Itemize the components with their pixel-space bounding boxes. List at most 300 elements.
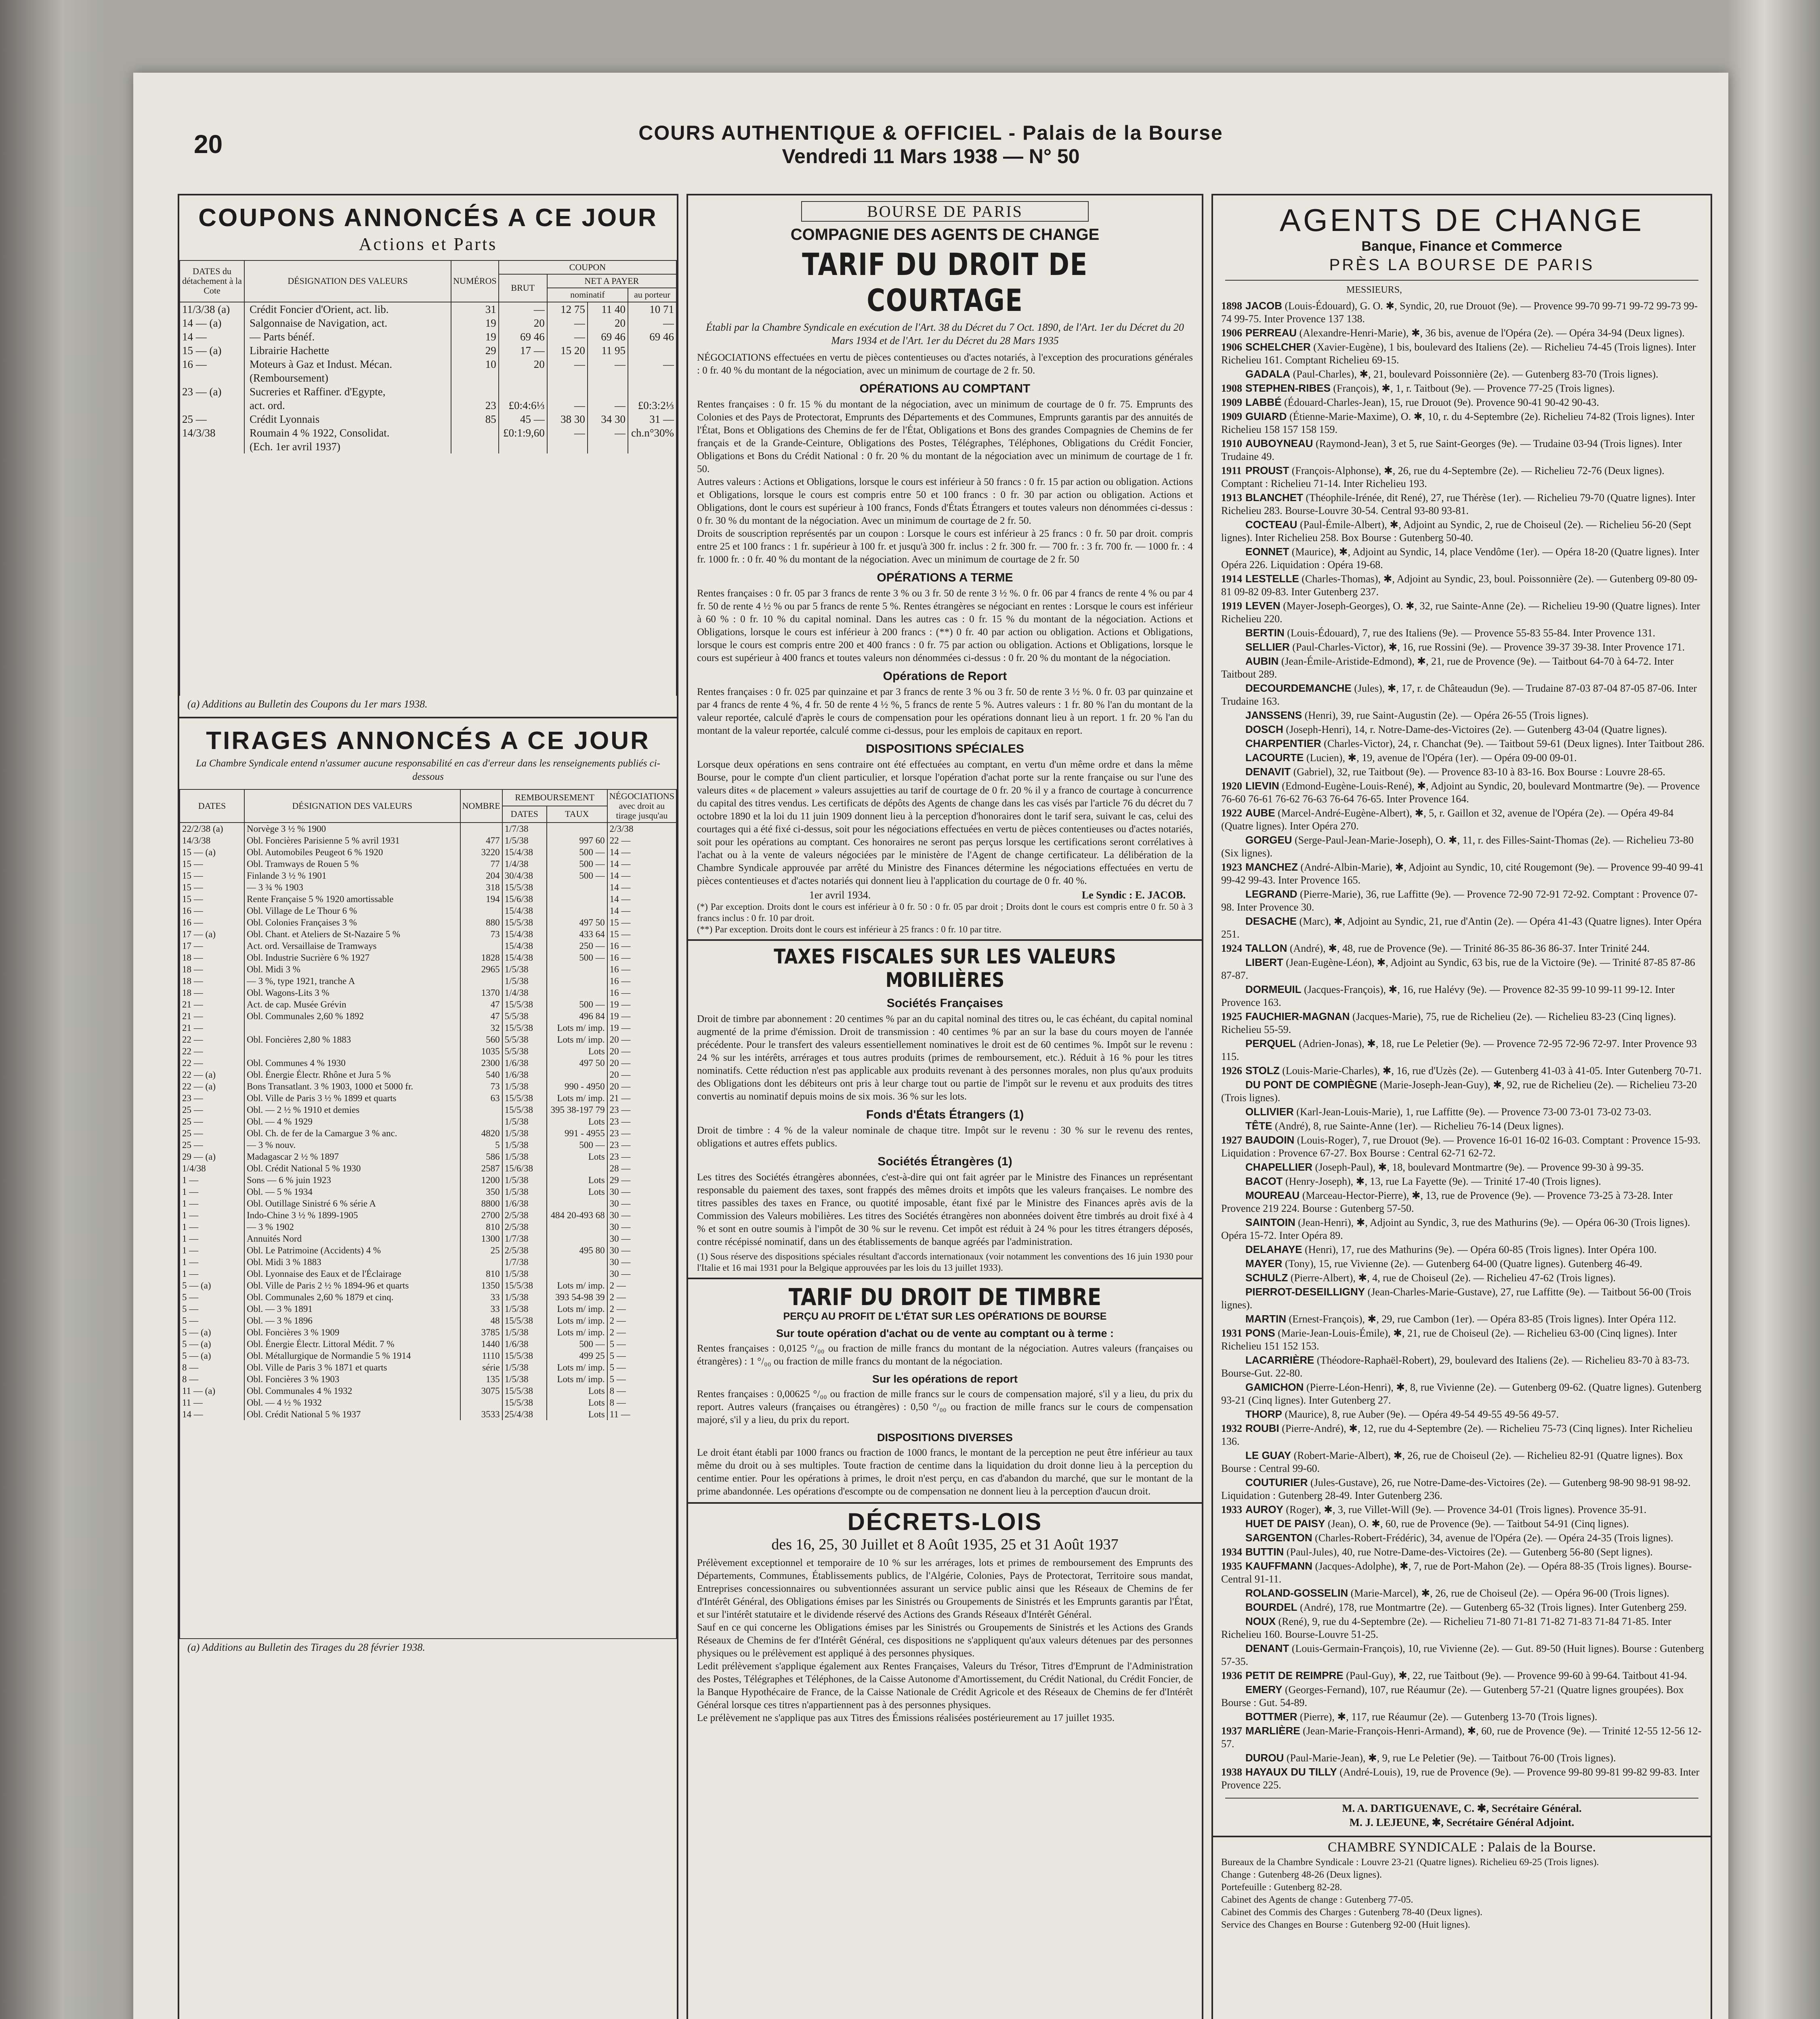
agent-year: 1922: [1221, 807, 1242, 819]
terme-text: Rentes françaises : 0 fr. 05 par 3 francs de rente 3 % ou 3 fr. 50 de rente 3 ½ %. 0 fr. 06 par 4 francs de rente 4 % ou par 4 fr. 50 de rente 4 ½ % ou par 5 francs de rente 5 %. Rentes étrangères se négociant en rentes : Lorsque le cours est inférieur à 60 % : 0 fr. 10 % du capital nominal. Dans les autres cas : 0 fr. 15 % du montant de la négociation. Actions et Obligations, lorsque le cours est inférieur à 200 francs : (**) 0 fr. 40 par action ou obligation. Actions et Obligations, lorsque le cours est compris entre 200 et 400 francs : 0 fr. 75 par action ou obligation. Actions et Obligations, lorsque le cours est supérieur à 400 francs et toutes valeurs non dénommées ci-dessus : 0 fr. 20 % du montant de la négociation.: [697, 588, 1193, 663]
agent-entry: [1213, 708, 1711, 722]
table-cell: 18 —: [180, 952, 244, 963]
agent-name: LESTELLE: [1245, 573, 1299, 585]
agent-entry: [1213, 860, 1711, 887]
agent-name: ROLAND-GOSSELIN: [1245, 1587, 1348, 1599]
table-row: [180, 1408, 676, 1420]
table-cell: 19 —: [607, 1022, 676, 1034]
tirages-note: (a) Additions au Bulletin des Tirages du 28 février 1938.: [179, 1638, 677, 1656]
table-cell: 15/5/38: [502, 999, 547, 1010]
table-cell: [547, 1163, 607, 1174]
table-cell: [547, 893, 607, 905]
agent-entry: [1213, 1174, 1711, 1188]
table-cell: 48: [460, 1315, 502, 1326]
table-cell: Obl. Midi 3 % 1883: [244, 1256, 460, 1268]
table-cell: 8 —: [607, 1385, 676, 1397]
courtage-title: TARIF DU DROIT DE COURTAGE: [802, 246, 1088, 318]
table-cell: [547, 975, 607, 987]
col-nombre: NOMBRE: [460, 789, 502, 823]
agent-entry: [1213, 626, 1711, 640]
table-cell: [628, 385, 676, 399]
agent-details: (André), 8, rue Sainte-Anne (1er). — Richelieu 76-14 (Deux lignes).: [1274, 1120, 1564, 1132]
agent-entry: [1213, 1242, 1711, 1257]
agent-year: 1911: [1221, 465, 1242, 476]
agent-details: (Théodore-Raphaël-Robert), 29, boulevard des Italiens (2e). — Richelieu 83-70 à 83-73. Bourse-Gut. 22-80.: [1221, 1354, 1690, 1379]
table-cell: [547, 987, 607, 999]
table-cell: 15/5/38: [502, 1397, 547, 1408]
table-cell: [460, 905, 502, 917]
table-cell: Lots: [547, 1385, 607, 1397]
page-header: [133, 121, 1728, 194]
table-cell: 14 —: [607, 893, 676, 905]
table-cell: — Parts bénéf.: [244, 330, 451, 344]
table-cell: 3785: [460, 1326, 502, 1338]
table-cell: 2 —: [607, 1280, 676, 1291]
agent-details: (Jules-Gustave), 26, rue Notre-Dame-des-Victoires (2e). — Gutenberg 98-90 98-91 98-92. Liquidation : Gutenberg 28-49. Inter Gutenberg 236.: [1221, 1477, 1691, 1501]
table-cell: 11 40: [588, 302, 628, 316]
table-row: [180, 1198, 676, 1209]
table-cell: 69 46: [628, 330, 676, 344]
divider: [688, 939, 1202, 941]
table-row: [180, 823, 676, 835]
decrets-text-3: Ledit prélèvement s'applique également aux Rentes Françaises, Valeurs du Trésor, Titres d'Emprunt de l'Administration des Postes, Télégraphes et Téléphones, de la Caisse Autonome d'Amortissement, du Crédit National, du Crédit Foncier, de la Banque Hypothécaire de France, de la Caisse Nationale de Crédit Agricole et des Réseaux de Chemins de fer d'Intérêt Général lorsque ces titres n'appartiennent pas à des personnes physiques.: [697, 1661, 1193, 1710]
table-cell: —: [628, 316, 676, 330]
col-remboursement: REMBOURSEMENT: [502, 789, 607, 806]
table-cell: [547, 1256, 607, 1268]
agent-entry: [1213, 1724, 1711, 1751]
table-cell: 20: [588, 316, 628, 330]
table-cell: 5/5/38: [502, 1034, 547, 1045]
table-cell: 496 84: [547, 1010, 607, 1022]
agent-name: DECOURDEMANCHE: [1245, 682, 1352, 694]
agent-details: (Xavier-Eugène), 1 bis, boulevard des Italiens (2e). — Richelieu 74-45 (Trois lignes). Inter Richelieu 161. Comptant Richelieu 69-15.: [1221, 341, 1696, 366]
table-row: [180, 1362, 676, 1373]
table-cell: 500 —: [547, 858, 607, 870]
table-row: [180, 881, 676, 893]
agent-details: (François), ✱, 1, r. Taitbout (9e). — Provence 77-25 (Trois lignes).: [1333, 382, 1615, 394]
table-cell: 33: [460, 1303, 502, 1315]
agent-details: (Pierre), ✱, 117, rue Réaumur (2e). — Gutenberg 13-70 (Trois lignes).: [1300, 1711, 1597, 1723]
agent-entry: [1213, 1600, 1711, 1614]
decrets-text-2: Sauf en ce qui concerne les Obligations émises par les Sinistrés ou Groupements de Sinistrés et les Actions des Grands Réseaux de Chemins de fer d'Intérêt Général, ces dispositions ne s'appliquent qu'aux valeurs détenues par des personnes physiques ou le prélèvement est appliqué à des personnes physiques.: [697, 1622, 1193, 1659]
agent-details: (Jean), O. ✱, 60, rue de Provence (9e). — Taitbout 54-91 (Cinq lignes).: [1327, 1518, 1629, 1530]
table-row: [180, 1385, 676, 1397]
column-coupons-tirages: [178, 194, 678, 2019]
table-row: [180, 399, 676, 412]
table-cell: 1/7/38: [502, 823, 547, 835]
col-numeros: NUMÉROS: [451, 260, 499, 302]
table-cell: 5 —: [607, 1362, 676, 1373]
table-cell: Obl. Métallurgique de Normandie 5 % 1914: [244, 1350, 460, 1362]
table-cell: Obl. Communales 2,60 % 1879 et cinq.: [244, 1291, 460, 1303]
table-cell: 69 46: [588, 330, 628, 344]
table-cell: 194: [460, 893, 502, 905]
agent-details: (André-Albin-Marie), ✱, Adjoint au Syndic, 10, cité Rougemont (9e). — Provence 99-40 99-41 99-42 99-43. Inter Provence 165.: [1221, 861, 1704, 886]
table-cell: Lots m/ imp.: [547, 1373, 607, 1385]
table-cell: 22 —: [180, 1057, 244, 1069]
agent-details: (Paul-Guy), ✱, 22, rue Taitbout (9e). — Provence 99-60 à 99-64. Taitbout 41-94.: [1346, 1670, 1687, 1681]
table-cell: 2/5/38: [502, 1245, 547, 1256]
table-cell: 14 —: [180, 330, 244, 344]
table-cell: Indo-Chine 3 ½ % 1899-1905: [244, 1209, 460, 1221]
comptant-rentes: Rentes françaises : 0 fr. 15 % du montant de la négociation, avec un minimum de courtage de 0 fr. 75. Emprunts des Colonies et des Pays de Protectorat, Emprunts des Départements et des Communes, Emprunts garantis par des annuités de l'État, Bons et Obligations des Chemins de fer de l'État, Obligations et Bons des grandes Compagnies de Chemins de fer français et de la Grande-Ceinture, Obligations des Postes, Télégraphes, Téléphones, Obligations du Crédit Foncier, Obligations et Bons du Crédit National : 0 fr. 20 % du montant de la négociation avec un minimum de courtage de 1 fr. 50.: [697, 399, 1193, 474]
table-row: [180, 1338, 676, 1350]
table-cell: 393 54-98 39: [547, 1291, 607, 1303]
table-cell: 1/5/38: [502, 835, 547, 846]
agent-year: 1935: [1221, 1560, 1242, 1572]
table-cell: 30 —: [607, 1256, 676, 1268]
table-cell: [588, 385, 628, 399]
table-cell: — 3 % 1902: [244, 1221, 460, 1233]
coupons-table-blank: [179, 453, 677, 696]
table-cell: 47: [460, 1010, 502, 1022]
table-cell: 1 —: [180, 1268, 244, 1280]
table-cell: 1/5/38: [502, 1127, 547, 1139]
agent-year: 1910: [1221, 438, 1242, 449]
agent-entry: [1213, 599, 1711, 626]
agent-details: (Paul-Charles-Victor), ✱, 16, rue Rossini (9e). — Provence 39-37 39-38. Inter Provence 171.: [1292, 641, 1685, 653]
agent-entry: [1213, 1407, 1711, 1421]
table-cell: [451, 371, 499, 385]
agent-details: (Pierre-Marie), 36, rue Laffitte (9e). — Provence 72-90 72-91 72-92. Comptant : Provence 07-98. Inter Provence 30.: [1221, 888, 1698, 913]
agent-details: (André-Louis), 19, rue de Provence (9e). — Provence 99-80 99-81 99-82 99-83. Inter Provence 225.: [1221, 1766, 1700, 1791]
table-cell: 1/5/38: [502, 963, 547, 975]
agent-name: AUROY: [1245, 1503, 1283, 1515]
table-cell: £0:3:2⅓: [628, 399, 676, 412]
agent-year: 1909: [1221, 411, 1242, 422]
table-cell: 23 —: [607, 1116, 676, 1127]
table-cell: 810: [460, 1221, 502, 1233]
table-cell: 3533: [460, 1408, 502, 1420]
table-row: [180, 928, 676, 940]
table-cell: 73: [460, 1081, 502, 1092]
table-row: [180, 1373, 676, 1385]
table-cell: 31: [451, 302, 499, 316]
table-cell: 560: [460, 1034, 502, 1045]
agent-entry: [1213, 1380, 1711, 1407]
agent-name: SCHELCHER: [1245, 341, 1311, 353]
table-cell: 14 — (a): [180, 316, 244, 330]
agent-name: NOUX: [1245, 1615, 1276, 1627]
table-cell: 11 —: [607, 1408, 676, 1420]
agent-name: LEGRAND: [1245, 888, 1297, 900]
table-cell: 47: [460, 999, 502, 1010]
section-comptant: OPÉRATIONS AU COMPTANT: [859, 382, 1031, 395]
table-cell: [460, 940, 502, 952]
agent-year: 1934: [1221, 1546, 1242, 1558]
agent-details: (Henri), 39, rue Saint-Augustin (2e). — Opéra 26-55 (Trois lignes).: [1304, 709, 1589, 721]
agent-details: (Alexandre-Henri-Marie), ✱, 36 bis, avenue de l'Opéra (2e). — Opéra 34-94 (Deux lignes).: [1299, 327, 1685, 339]
table-cell: 22 —: [180, 1034, 244, 1045]
agent-entry: [1213, 1119, 1711, 1133]
table-cell: Obl. Wagons-Lits 3 %: [244, 987, 460, 999]
table-cell: [628, 371, 676, 385]
table-row: [180, 1268, 676, 1280]
table-cell: 1/5/38: [502, 1186, 547, 1198]
table-row: [180, 975, 676, 987]
divider: [179, 717, 677, 718]
table-cell: — 3 %, type 1921, tranche A: [244, 975, 460, 987]
table-cell: 20: [499, 316, 547, 330]
section-report: Opérations de Report: [883, 670, 1007, 683]
table-row: [180, 1209, 676, 1221]
table-cell: 85: [451, 412, 499, 426]
table-cell: [180, 399, 244, 412]
agent-details: (Marceau-Hector-Pierre), ✱, 13, rue de Provence (9e). — Provence 73-25 à 73-28. Inter Provence 219 224. Bourse : Gutenberg 57-50.: [1221, 1190, 1673, 1214]
table-cell: 500 —: [547, 952, 607, 963]
table-cell: (Remboursement): [244, 371, 451, 385]
agent-details: (Joseph-Paul), ✱, 18, boulevard Montmartre (9e). — Provence 99-30 à 99-35.: [1315, 1161, 1644, 1173]
agent-details: (Paul-Charles), ✱, 21, boulevard Poissonnière (2e). — Gutenberg 83-70 (Trois lignes).: [1293, 368, 1658, 380]
agent-entry: [1213, 806, 1711, 833]
table-cell: 15/4/38: [502, 952, 547, 963]
table-cell: 10 71: [628, 302, 676, 316]
agent-entry: [1213, 437, 1711, 464]
agent-name: DENANT: [1245, 1642, 1289, 1654]
table-cell: 5/5/38: [502, 1045, 547, 1057]
agent-details: (Pierre-Albert), ✱, 4, rue de Choiseul (2e). — Richelieu 47-62 (Trois lignes).: [1290, 1272, 1616, 1284]
agent-entry: [1213, 640, 1711, 654]
table-cell: 15/4/38: [502, 940, 547, 952]
table-cell: Crédit Lyonnais: [244, 412, 451, 426]
table-cell: 1 —: [180, 1221, 244, 1233]
table-cell: 30 —: [607, 1186, 676, 1198]
col-dates: DATES du détachement à la Cote: [180, 260, 244, 302]
col-net: NET A PAYER: [547, 274, 676, 288]
agent-name: BACOT: [1245, 1175, 1283, 1187]
table-cell: [547, 1233, 607, 1245]
table-row: [180, 952, 676, 963]
agent-entry: [1213, 1064, 1711, 1078]
agent-entry: [1213, 1475, 1711, 1503]
agent-details: (Paul-Jules), 40, rue Notre-Dame-des-Victoires (2e). — Gutenberg 56-80 (Sept lignes).: [1286, 1546, 1653, 1558]
table-cell: 29 —: [607, 1174, 676, 1186]
agent-name: STOLZ: [1245, 1064, 1280, 1077]
table-cell: 15/5/38: [502, 1280, 547, 1291]
timbre-text-1: Rentes françaises : 0,0125 °/₀₀ ou fraction de mille francs du montant de la négociation. Autres valeurs (françaises ou étrangères) : 1 °/₀₀ ou fraction de mille francs du montant de la négociation.: [697, 1343, 1193, 1367]
table-row: [180, 963, 676, 975]
col-dates: DATES: [180, 789, 244, 823]
table-cell: Librairie Hachette: [244, 344, 451, 357]
table-row: [180, 893, 676, 905]
signature-line: [809, 889, 1186, 901]
agent-name: LIEVIN: [1245, 780, 1279, 792]
taxes-title: TAXES FISCALES SUR LES VALEURS MOBILIÈRES: [774, 945, 1116, 992]
agent-name: TALLON: [1245, 942, 1287, 954]
agent-entry: [1213, 518, 1711, 545]
table-cell: 1/7/38: [502, 1256, 547, 1268]
table-cell: 4820: [460, 1127, 502, 1139]
agent-entry: [1213, 1105, 1711, 1119]
table-cell: 31 —: [628, 412, 676, 426]
chambre-line: Portefeuille : Gutenberg 82-28.: [1221, 1882, 1342, 1893]
agent-name: PERQUEL: [1245, 1037, 1296, 1049]
table-cell: 1200: [460, 1174, 502, 1186]
table-cell: — 3 % nouv.: [244, 1139, 460, 1151]
table-cell: 1300: [460, 1233, 502, 1245]
col-designation: DÉSIGNATION DES VALEURS: [244, 260, 451, 302]
speciales-text: Lorsque deux opérations en sens contraire ont été effectuées au comptant, en vertu d'un même ordre et dans la même Bourse, pour le compte d'un client particulier, et lorsque l'opération d'achat porte sur la rente française ou sur l'une des valeurs dites « de placement » valeurs assujetties au tarif de courtage de 0 fr. 20 % il y a franco de courtage à concurrence du capital des titres vendus. Les certificats de dépôts des Agents de change dans les cas visés par l'article 76 du décret du 7 octobre 1890 et la loi du 11 juin 1909 donnent lieu à la perception d'honoraires dont le tarif sera, suivant le cas, celui des courtages qui a été fixé ci-dessus, soit pour les négociations effectuées en vertu de pièces contentieuses ou d'actes notariés, soit pour les opérations au comptant. Ces honoraires ne seront pas perçus lorsque les certifications seront corrélatives à l'achat ou à la vente de valeurs négociées par le ministère de l'Agent de change certificateur. La délibération de la Chambre Syndicale approuvée par arrêté du Ministre des Finances détermine les négociations effectuées en vertu de pièces contentieuses et d'actes notariés qui donnent lieu à l'application du courtage de 0 fr. 40 %.: [697, 759, 1193, 886]
divider: [1225, 280, 1698, 281]
issue-date: Vendredi 11 Mars 1938 — N° 50: [782, 145, 1080, 168]
table-cell: —: [547, 357, 588, 371]
table-cell: 16 —: [607, 975, 676, 987]
table-cell: [451, 426, 499, 440]
table-cell: 350: [460, 1186, 502, 1198]
agent-entry: [1213, 1545, 1711, 1559]
table-row: [180, 1139, 676, 1151]
agent-details: (Jacques-François), ✱, 16, rue Halévy (9e). — Provence 82-35 99-10 99-11 99-12. Inter Provence 163.: [1221, 984, 1675, 1008]
table-row: [180, 870, 676, 881]
agent-year: 1933: [1221, 1504, 1242, 1515]
agent-details: (Marie-Marcel), ✱, 26, rue de Choiseul (2e). — Opéra 96-00 (Trois lignes).: [1350, 1587, 1669, 1599]
table-cell: 23 —: [607, 1104, 676, 1116]
agent-details: (Louis-Édouard), 7, rue des Italiens (9e). — Provence 55-83 55-84. Inter Provence 131.: [1287, 627, 1656, 639]
table-cell: 1/5/38: [502, 1303, 547, 1315]
agent-entry: [1213, 299, 1711, 326]
table-cell: 15 —: [180, 893, 244, 905]
table-cell: 497 50: [547, 1057, 607, 1069]
courtage-signature: Le Syndic : E. JACOB.: [1081, 889, 1186, 901]
table-cell: Obl. Foncières 3 % 1903: [244, 1373, 460, 1385]
table-cell: 25 —: [180, 1127, 244, 1139]
table-row: [180, 1245, 676, 1256]
agent-name: DUROU: [1245, 1752, 1284, 1764]
table-cell: 23: [451, 399, 499, 412]
table-cell: 2700: [460, 1209, 502, 1221]
table-cell: 18 —: [180, 975, 244, 987]
table-row: [180, 1010, 676, 1022]
table-cell: (Ech. 1er avril 1937): [244, 440, 451, 453]
agent-name: MARLIÈRE: [1245, 1725, 1300, 1737]
table-cell: 18 —: [180, 963, 244, 975]
table-cell: Obl. Ville de Paris 2 ½ % 1894-96 et quarts: [244, 1280, 460, 1291]
table-cell: 500 —: [547, 1139, 607, 1151]
agent-details: (Louis-Germain-François), 10, rue Vivienne (2e). — Gut. 89-50 (Huit lignes). Bourse : Gutenberg 57-35.: [1221, 1643, 1704, 1667]
agent-entry: [1213, 1765, 1711, 1792]
table-cell: 22 —: [180, 1045, 244, 1057]
tirages-table-blank: [179, 1420, 677, 1638]
table-cell: Lots: [547, 1116, 607, 1127]
table-row: [180, 302, 676, 316]
table-cell: 25 —: [180, 412, 244, 426]
table-cell: 15/5/38: [502, 1385, 547, 1397]
table-row: [180, 1397, 676, 1408]
taxes-footnote: (1) Sous réserve des dispositions spéciales résultant d'accords internationaux (voir notamment les conventions des 16 juin 1930 pour l'Italie et 16 mai 1931 pour la Belgique approuvées par les lois du 13 juillet 1933).: [697, 1251, 1193, 1273]
table-cell: 5: [460, 1139, 502, 1151]
table-cell: —: [547, 330, 588, 344]
book-spine: [0, 0, 105, 2019]
agent-details: (Jean-Henri), ✱, Adjoint au Syndic, 3, rue des Mathurins (9e). — Opéra 06-30 (Trois lignes). Opéra 15-72. Inter Opéra 89.: [1221, 1217, 1690, 1241]
table-cell: Crédit Foncier d'Orient, act. lib.: [244, 302, 451, 316]
table-cell: 14 —: [180, 1408, 244, 1420]
table-cell: 15/6/38: [502, 893, 547, 905]
chambre-line: Cabinet des Commis des Charges : Gutenberg 78-40 (Deux lignes).: [1221, 1907, 1483, 1918]
agent-name: BERTIN: [1245, 627, 1285, 639]
table-cell: 73: [460, 928, 502, 940]
table-cell: —: [547, 399, 588, 412]
table-cell: Lots m/ imp.: [547, 1303, 607, 1315]
agent-details: (Georges-Fernand), 107, rue Réaumur (2e). — Gutenberg 57-21 (Quatre lignes groupées). Box Bourse : Gut. 54-89.: [1221, 1684, 1684, 1708]
table-cell: 22/2/38 (a): [180, 823, 244, 835]
agent-details: (Edmond-Eugène-Louis-René), ✱, Adjoint au Syndic, 20, boulevard Montmartre (9e). — Provence 76-60 76-61 76-62 76-63 76-64 76-65. Inter Provence 164.: [1221, 780, 1700, 805]
agents-subtitle-1: Banque, Finance et Commerce: [1361, 239, 1562, 254]
table-cell: Obl. — 3 % 1891: [244, 1303, 460, 1315]
agent-name: EONNET: [1245, 546, 1289, 558]
agent-name: LABBÉ: [1245, 396, 1282, 408]
agent-name: TÊTE: [1245, 1120, 1272, 1132]
table-cell: Lots m/ imp.: [547, 1326, 607, 1338]
agent-name: DU PONT DE COMPIÈGNE: [1245, 1079, 1377, 1091]
agent-entry: [1213, 367, 1711, 381]
table-cell: 15/5/38: [502, 1092, 547, 1104]
agent-entry: [1213, 491, 1711, 518]
agent-entry: [1213, 1586, 1711, 1600]
table-cell: 5 — (a): [180, 1338, 244, 1350]
agent-entry: [1213, 1503, 1711, 1517]
table-cell: 11 95: [588, 344, 628, 357]
agent-entry: [1213, 1271, 1711, 1285]
divider: [1213, 1836, 1711, 1837]
taxes-etrangeres-text: Les titres des Sociétés étrangères abonnées, c'est-à-dire qui ont fait agréer par le Ministre des Finances un représentant responsable du paiement des taxes, sont frappés des mêmes droits et impôts que les valeurs françaises. Le nombre des titres passibles des taxes en France, ou quotité imposable, étant fixé par le Ministre des Finances après avis de la Commission des Valeurs mobilières. Les titres des Sociétés étrangères non abonnées doivent être timbrés au droit fixé à 4 % et sont en outre soumis à l'impôt de 30 % sur le revenu. Cet impôt est réduit à 24 % pour les titres étrangers déposés, contre récépissé nominatif, dans un des établissements de banque agréés par l'administration.: [697, 1172, 1193, 1247]
table-cell: 15 —: [607, 928, 676, 940]
agent-entry: [1213, 1188, 1711, 1215]
table-cell: Lots: [547, 1151, 607, 1163]
agent-entry: [1213, 1215, 1711, 1242]
agent-entry: [1213, 572, 1711, 599]
agent-entry: [1213, 1133, 1711, 1160]
decrets-text-1: Prélèvement exceptionnel et temporaire de 10 % sur les arrérages, lots et primes de remboursement des Emprunts des Départements, Communes, Établissements publics, de l'Algérie, Colonies, Pays de Protectorat, Territoire sous mandat, Entreprises concessionnaires ou subventionnées assurant un service public ainsi que les Réseaux de Chemins de fer d'Intérêt Général, des Obligations émises par les Sinistrés ou Groupements de Sinistrés et les Emprunts garantis par l'État, et sur l'intérêt statutaire et le dividende réservé des Actions des Grands Réseaux d'Intérêt Général.: [697, 1557, 1193, 1620]
agent-name: SCHULZ: [1245, 1272, 1288, 1284]
table-row: [180, 1081, 676, 1092]
table-cell: Lots m/ imp.: [547, 1034, 607, 1045]
agent-entry: [1213, 545, 1711, 572]
coupons-table: [179, 260, 677, 453]
table-cell: —: [628, 357, 676, 371]
table-cell: [460, 1116, 502, 1127]
table-cell: Obl. Ch. de fer de la Camargue 3 % anc.: [244, 1127, 460, 1139]
agent-entry: [1213, 1710, 1711, 1724]
decrets-title: DÉCRETS-LOIS: [847, 1508, 1043, 1535]
table-cell: 16 —: [607, 940, 676, 952]
agent-name: LE GUAY: [1245, 1449, 1291, 1461]
secretaire-general: M. A. DARTIGUENAVE, C. ✱, Secrétaire Général.: [1342, 1802, 1582, 1814]
divider: [688, 1278, 1202, 1279]
table-cell: [460, 1397, 502, 1408]
agent-year: 1908: [1221, 382, 1242, 394]
table-cell: Obl. — 2 ½ % 1910 et demies: [244, 1104, 460, 1116]
table-cell: Bons Transatlant. 3 % 1903, 1000 et 5000 fr.: [244, 1081, 460, 1092]
table-cell: 15 —: [607, 917, 676, 928]
agent-name: ROUBI: [1245, 1422, 1279, 1434]
coupons-note: (a) Additions au Bulletin des Coupons du 1er mars 1938.: [187, 698, 428, 710]
table-cell: [547, 1221, 607, 1233]
agent-details: (Charles-Victor), 24, r. Chanchat (9e). — Taitbout 59-61 (Deux lignes). Inter Taitbout 286.: [1324, 738, 1705, 749]
agent-name: AUBE: [1245, 807, 1275, 819]
table-cell: [588, 371, 628, 385]
agent-details: (Paul-Émile-Albert), ✱, Adjoint au Syndic, 2, rue de Choiseul (2e). — Richelieu 56-20 (Sept lignes). Inter Richelieu 258. Box Bourse : Gutenberg 50-40.: [1221, 519, 1692, 544]
taxes-etats-text: Droit de timbre : 4 % de la valeur nominale de chaque titre. Impôt sur le revenu : 30 % sur le revenu des rentes, obligations et autres effets publics.: [697, 1125, 1193, 1149]
table-cell: 22 — (a): [180, 1081, 244, 1092]
table-cell: Obl. Village de Le Thour 6 %: [244, 905, 460, 917]
agent-details: (Tony), 15, rue Vivienne (2e). — Gutenberg 64-00 (Quatre lignes). Gutenberg 46-49.: [1285, 1258, 1642, 1270]
table-cell: 433 64: [547, 928, 607, 940]
agent-name: THORP: [1245, 1408, 1282, 1420]
agent-entry: [1213, 722, 1711, 737]
table-cell: 19 —: [607, 1010, 676, 1022]
table-cell: Obl. Le Patrimoine (Accidents) 4 %: [244, 1245, 460, 1256]
table-cell: 1/5/38: [502, 975, 547, 987]
